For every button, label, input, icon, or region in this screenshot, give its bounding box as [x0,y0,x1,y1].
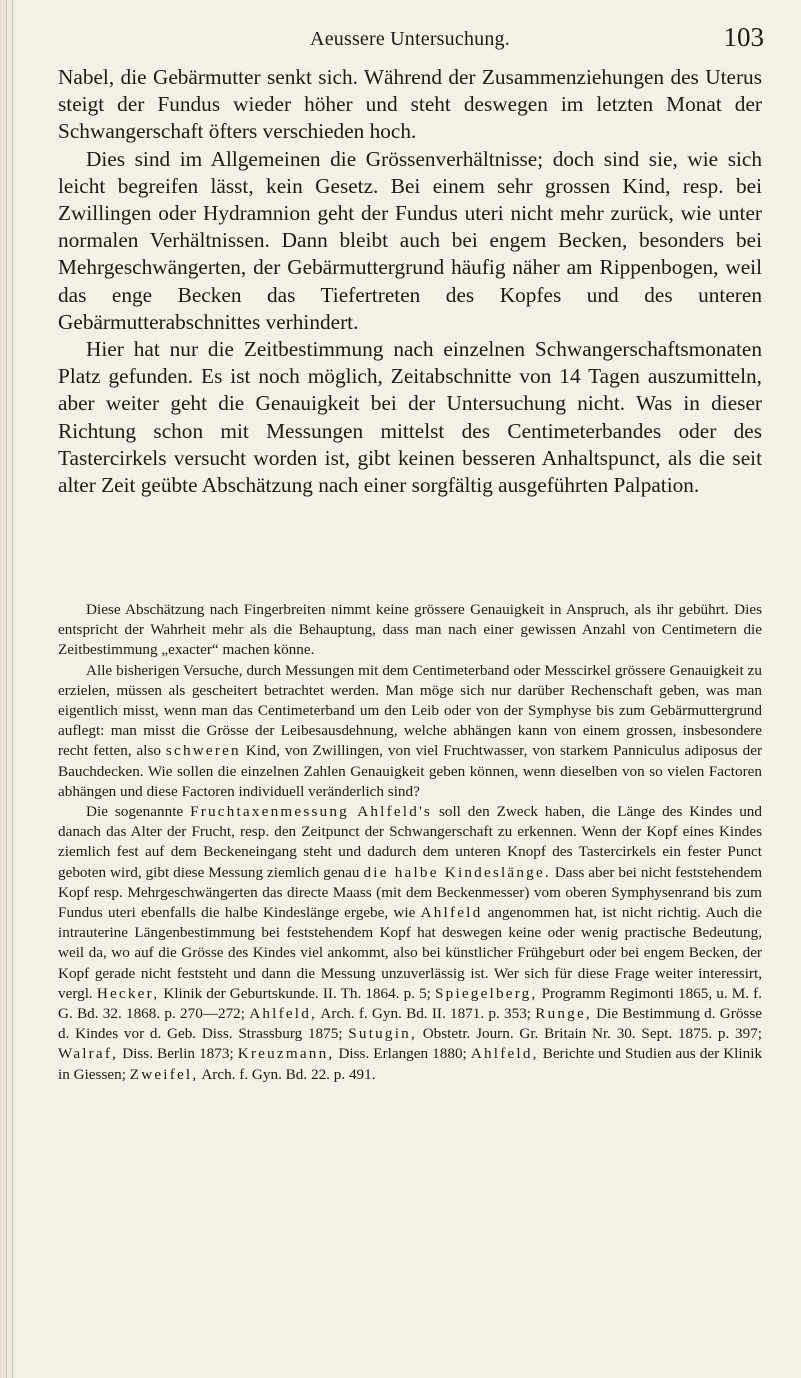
note-text: angenommen hat, ist nicht richtig. Auch die intrauterine Längenbestimmung bei feststehendem Kopf hat deswegen keine oder wenig practische Bedeutung, weil da, wo auf die Grösse des Kindes viel ankommt, also bei künstlicher Frühgeburt oder bei engem Becken, der Kopf gerade nicht feststeht und dann die Messung unzuverlässig ist. Wer sich für diese Frage weiter interessirt, vergl. [58,904,762,1002]
note-paragraph [58,802,762,1085]
emphasis: die halbe Kindeslänge. [363,863,551,881]
paragraph: Nabel, die Gebärmutter senkt sich. Während der Zusammenziehungen des Uterus steigt der Fundus wieder höher und steht deswegen im letzten Monat der Schwangerschaft öfters verschieden hoch. [58,65,762,144]
note-paragraph: Diese Abschätzung nach Fingerbreiten nimmt keine grössere Genauigkeit in Anspruch, als ihr gebührt. Dies entspricht der Wahrheit mehr als die Behauptung, dass man nach einer gewissen Anzahl von Centimetern die Zeitbestimmung „exacter“ machen könne. [58,601,762,659]
author-name: Ahlfeld, [249,1005,318,1023]
note-text: Obstetr. Journ. Gr. Britain Nr. 30. Sept. 1875. p. 397; [422,1025,762,1043]
note-text: soll den Zweck haben, die Länge des Kindes und danach das Alter der Frucht, resp. den Zeitpunct der Schwangerschaft zu erkennen. Wenn der Kopf eines Kindes ziemlich fest auf dem Beckeneingang steht und dadurch dem unteren Knopf des Tastercirkels ein fester Punct geboten wird, gibt diese Messung ziemlich genau [58,803,762,881]
author-name: Kreuzmann, [237,1045,335,1063]
running-title: Aeussere Untersuchung. [310,28,510,50]
paragraph: Hier hat nur die Zeitbestimmung nach einzelnen Schwangerschaftsmonaten Platz gefunden. Es ist noch möglich, Zeitabschnitte von 14 Tagen auszumitteln, aber weiter geht die Genauigkeit bei der Untersuchung nicht. Was in dieser Richtung schon mit Messungen mittelst des Centimeterbandes oder des Tastercirkels versucht worden ist, gibt keinen besseren Anhaltspunct, als die seit alter Zeit geübte Abschätzung nach einer sorgfältig ausgeführten Palpation. [58,337,762,498]
note-paragraph [58,661,762,802]
note-text: Die sogenannte [86,803,184,821]
note-text: Die Bestimmung d. Grösse d. Kindes vor d. Geb. Diss. Strassburg 1875; [58,1005,762,1043]
note-text: Diss. Berlin 1873; [122,1045,234,1063]
page-header [60,14,764,54]
emphasis: Fruchtaxenmessung Ahlfeld's [190,803,433,821]
author-name: Ahlfeld, [470,1045,539,1063]
note-text: Arch. f. Gyn. Bd. 22. p. 491. [201,1065,376,1083]
note-text: Berichte und Studien aus der Klinik in Giessen; [58,1045,763,1083]
author-name: Ahlfeld [420,904,483,922]
main-text [58,64,762,499]
author-name: Zweifel, [129,1065,199,1083]
author-name: Sutugin, [348,1025,417,1043]
note-text: Alle bisherigen Versuche, durch Messungen mit dem Centimeterband oder Messcirkel grössere Genauigkeit zu erzielen, müssen als gescheitert betrachtet werden. Man möge sich nur darüber Rechenschaft geben, was man eigentlich misst, wenn man das Centimeterband um den Leib oder von der Symphyse bis zum Gebärmuttergrund auflegt: man misst die Grösse der Leibesausdehnung, welche abhängen kann von einem grossen, insbesondere recht fetten, also [58,661,762,760]
emphasis: schweren [165,742,241,760]
paragraph: Dies sind im Allgemeinen die Grössenverhältnisse; doch sind sie, wie sich leicht begreifen lässt, kein Gesetz. Bei einem sehr grossen Kind, resp. bei Zwillingen oder Hydramnion geht der Fundus uteri nicht mehr zurück, wie unter normalen Verhältnissen. Dann bleibt auch bei engem Becken, besonders bei Mehrgeschwängerten, der Gebärmuttergrund häufig näher am Rippenbogen, weil das enge Becken das Tiefertreten des Kopfes und des unteren Gebärmutterabschnittes verhindert. [58,146,762,334]
edge-line [6,0,7,1378]
author-name: Spiegelberg, [435,984,538,1002]
author-name: Runge, [535,1005,592,1023]
page-number: 103 [723,22,764,52]
note-text: Arch. f. Gyn. Bd. II. 1871. p. 353; [320,1005,532,1023]
author-name: Hecker, [96,984,160,1002]
footnotes [58,600,762,1085]
note-text: Diss. Erlangen 1880; [338,1045,467,1063]
note-text: Klinik der Geburtskunde. II. Th. 1864. p. 5; [163,984,431,1002]
note-text: Dass aber bei nicht feststehendem Kopf resp. Mehrgeschwängerten das directe Maass (mit dem Beckenmesser) vom oberen Symphysenrand bis zum Fundus uteri ebenfalls die halbe Kindeslänge ergebe, wie [58,863,763,922]
note-text: Kind, von Zwillingen, von viel Fruchtwasser, von starkem Panniculus adiposus der Bauchdecken. Wie sollen die einzelnen Zahlen Genauigkeit geben können, wenn dieselben von so vielen Factoren abhängen und diese Factoren individuell veränderlich sind? [58,742,762,800]
page-edge [0,0,18,1378]
note-text: Programm Regimonti 1865, u. M. f. G. Bd. 32. 1868. p. 270—272; [58,984,762,1023]
edge-line [12,0,13,1378]
author-name: Walraf, [58,1045,119,1063]
